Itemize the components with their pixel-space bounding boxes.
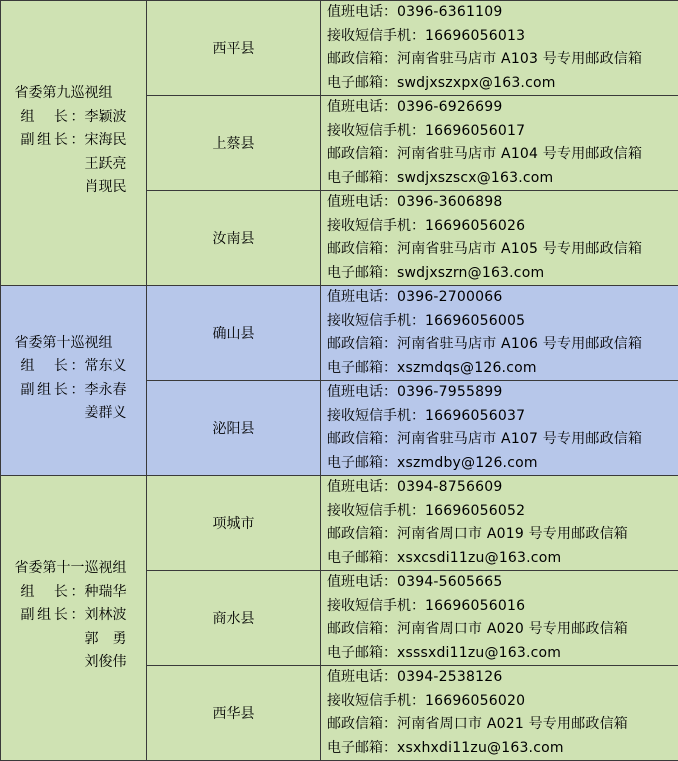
deputy-line [21,379,127,403]
postal-box-value: 河南省周口市 A020 号专用邮政信箱 [397,621,628,637]
email-address-line [327,72,678,96]
leader-line [21,355,127,379]
email-address-value: swdjxszrn@163.com [397,265,544,281]
duty-phone-line [327,286,678,310]
table-row [1,1,678,96]
email-address-value: xsxhxdi11zu@163.com [397,740,564,756]
group-leaders [21,82,127,200]
contact-info [321,1,678,96]
duty-phone-value: 0394-8756609 [397,479,502,495]
postal-box-label: 邮政信箱： [327,526,397,542]
sms-phone-label: 接收短信手机： [327,123,425,139]
postal-box-line [327,238,678,262]
duty-phone-label: 值班电话： [327,479,397,495]
email-address-label: 电子邮箱： [327,645,397,661]
duty-phone-line [327,191,678,215]
group-title: 省委第十巡视组 [15,332,127,356]
email-address-value: xszmdby@126.com [397,455,538,471]
deputy-line [21,604,127,628]
sms-phone-label: 接收短信手机： [327,28,425,44]
sms-phone-value: 16696056020 [425,693,525,709]
email-address-line [327,167,678,191]
table-row [1,286,678,381]
contact-info [321,666,678,761]
group-cell [1,286,147,476]
duty-phone-line [327,1,678,25]
deputy-label-spacer [21,628,85,652]
duty-phone-value: 0396-6926699 [397,99,502,115]
leader-label: 组 长： [21,581,85,605]
leader-name: 种瑞华 [85,581,127,605]
group-cell [1,1,147,286]
contact-info [321,286,678,381]
sms-phone-value: 16696056016 [425,598,525,614]
duty-phone-value: 0396-3606898 [397,194,502,210]
deputy-name: 郭 勇 [85,628,127,652]
deputy-line [21,628,127,652]
deputy-name: 王跃亮 [85,153,127,177]
sms-phone-value: 16696056037 [425,408,525,424]
email-address-label: 电子邮箱： [327,740,397,756]
email-address-label: 电子邮箱： [327,265,397,281]
deputy-line [21,176,127,200]
duty-phone-value: 0394-2538126 [397,669,502,685]
contact-info [321,476,678,571]
postal-box-value: 河南省驻马店市 A106 号专用邮政信箱 [397,336,642,352]
postal-box-value: 河南省周口市 A019 号专用邮政信箱 [397,526,628,542]
postal-box-label: 邮政信箱： [327,241,397,257]
sms-phone-label: 接收短信手机： [327,218,425,234]
postal-box-value: 河南省驻马店市 A103 号专用邮政信箱 [397,51,642,67]
postal-box-label: 邮政信箱： [327,51,397,67]
leader-label: 组 长： [21,355,85,379]
county-name: 汝南县 [147,191,321,286]
email-address-value: xszmdqs@126.com [397,360,537,376]
contact-info [321,381,678,476]
email-address-line [327,452,678,476]
duty-phone-label: 值班电话： [327,384,397,400]
email-address-label: 电子邮箱： [327,455,397,471]
email-address-line [327,357,678,381]
deputy-label-spacer [21,402,85,426]
duty-phone-line [327,571,678,595]
duty-phone-value: 0396-2700066 [397,289,502,305]
contact-info [321,571,678,666]
email-address-line [327,642,678,666]
sms-phone-value: 16696056052 [425,503,525,519]
deputy-name: 姜群义 [85,402,127,426]
sms-phone-label: 接收短信手机： [327,503,425,519]
sms-phone-value: 16696056013 [425,28,525,44]
postal-box-label: 邮政信箱： [327,431,397,447]
group-cell [1,476,147,761]
duty-phone-line [327,476,678,500]
deputy-line [21,153,127,177]
email-address-label: 电子邮箱： [327,550,397,566]
deputy-label: 副组长： [21,129,85,153]
postal-box-value: 河南省驻马店市 A105 号专用邮政信箱 [397,241,642,257]
duty-phone-label: 值班电话： [327,669,397,685]
group-leaders [21,557,127,675]
county-name: 项城市 [147,476,321,571]
email-address-line [327,737,678,761]
postal-box-label: 邮政信箱： [327,716,397,732]
county-name: 商水县 [147,571,321,666]
duty-phone-line [327,96,678,120]
deputy-line [21,402,127,426]
sms-phone-value: 16696056005 [425,313,525,329]
deputy-label: 副组长： [21,379,85,403]
email-address-line [327,262,678,286]
postal-box-line [327,713,678,737]
sms-phone-label: 接收短信手机： [327,693,425,709]
deputy-name: 李永春 [85,379,127,403]
postal-box-line [327,618,678,642]
duty-phone-label: 值班电话： [327,574,397,590]
duty-phone-label: 值班电话： [327,194,397,210]
group-leaders [21,332,127,426]
leader-label: 组 长： [21,106,85,130]
deputy-label-spacer [21,176,85,200]
group-title: 省委第十一巡视组 [15,557,127,581]
sms-phone-line [327,405,678,429]
postal-box-value: 河南省驻马店市 A104 号专用邮政信箱 [397,146,642,162]
duty-phone-value: 0396-7955899 [397,384,502,400]
contact-info [321,191,678,286]
county-name: 上蔡县 [147,96,321,191]
sms-phone-line [327,310,678,334]
email-address-label: 电子邮箱： [327,360,397,376]
sms-phone-line [327,120,678,144]
sms-phone-value: 16696056017 [425,123,525,139]
group-title: 省委第九巡视组 [15,82,127,106]
postal-box-label: 邮政信箱： [327,621,397,637]
leader-line [21,581,127,605]
email-address-value: xsxcsdi11zu@163.com [397,550,561,566]
postal-box-line [327,333,678,357]
duty-phone-label: 值班电话： [327,99,397,115]
deputy-label: 副组长： [21,604,85,628]
sms-phone-line [327,690,678,714]
sms-phone-line [327,595,678,619]
deputy-line [21,129,127,153]
duty-phone-label: 值班电话： [327,4,397,20]
deputy-line [21,651,127,675]
duty-phone-line [327,381,678,405]
duty-phone-label: 值班电话： [327,289,397,305]
county-name: 确山县 [147,286,321,381]
sms-phone-line [327,500,678,524]
deputy-name: 刘林波 [85,604,127,628]
email-address-value: xsssxdi11zu@163.com [397,645,561,661]
deputy-name: 刘俊伟 [85,651,127,675]
postal-box-line [327,143,678,167]
sms-phone-line [327,25,678,49]
duty-phone-value: 0394-5605665 [397,574,502,590]
email-address-value: swdjxszscx@163.com [397,170,553,186]
postal-box-line [327,428,678,452]
deputy-name: 宋海民 [85,129,127,153]
contact-info [321,96,678,191]
email-address-label: 电子邮箱： [327,75,397,91]
sms-phone-label: 接收短信手机： [327,313,425,329]
table-row [1,476,678,571]
leader-name: 常东义 [85,355,127,379]
sms-phone-line [327,215,678,239]
email-address-label: 电子邮箱： [327,170,397,186]
deputy-label-spacer [21,651,85,675]
email-address-line [327,547,678,571]
leader-line [21,106,127,130]
county-name: 泌阳县 [147,381,321,476]
deputy-name: 肖现民 [85,176,127,200]
duty-phone-value: 0396-6361109 [397,4,502,20]
postal-box-line [327,523,678,547]
postal-box-value: 河南省周口市 A021 号专用邮政信箱 [397,716,628,732]
deputy-label-spacer [21,153,85,177]
postal-box-label: 邮政信箱： [327,336,397,352]
sms-phone-label: 接收短信手机： [327,598,425,614]
email-address-value: swdjxszxpx@163.com [397,75,556,91]
leader-name: 李颖波 [85,106,127,130]
postal-box-value: 河南省驻马店市 A107 号专用邮政信箱 [397,431,642,447]
county-name: 西平县 [147,1,321,96]
postal-box-line [327,48,678,72]
county-name: 西华县 [147,666,321,761]
postal-box-label: 邮政信箱： [327,146,397,162]
sms-phone-value: 16696056026 [425,218,525,234]
sms-phone-label: 接收短信手机： [327,408,425,424]
duty-phone-line [327,666,678,690]
